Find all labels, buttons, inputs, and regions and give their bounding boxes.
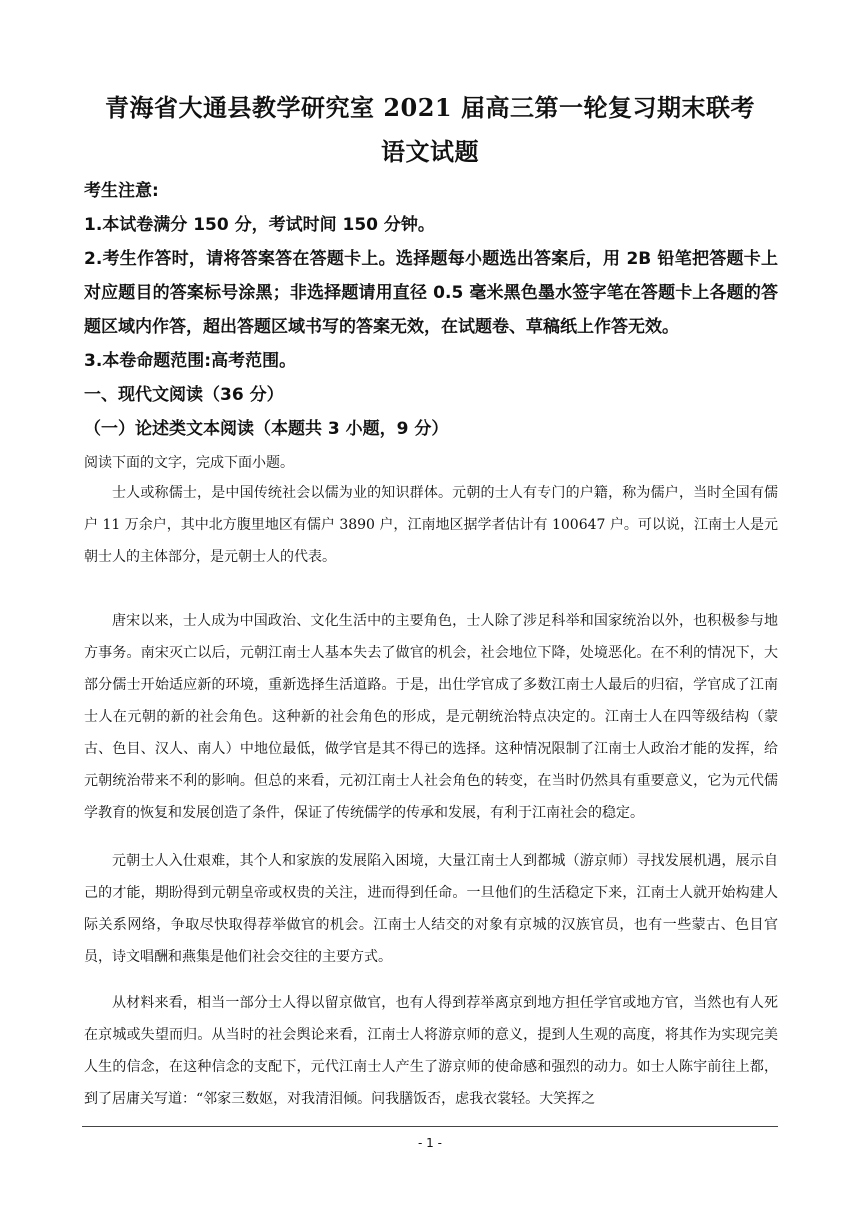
notice-item-2: 2.考生作答时，请将答案答在答题卡上。选择题每小题选出答案后，用 2B 铅笔把答题卡上对应题目的答案标号涂黑；非选择题请用直径 0.5 毫米黑色墨水签字笔在答题卡上各题的答题区域内作答，超出答题区域书写的答案无效，在试题卷、草稿纸上作答无效。 — [84, 249, 778, 337]
page-title: 青海省大通县教学研究室 2021 届高三第一轮复习期末联考 — [104, 93, 755, 122]
notice-heading: 考生注意: — [84, 181, 159, 201]
footer-divider — [82, 1126, 778, 1127]
passage-paragraph-2: 唐宋以来，士人成为中国政治、文化生活中的主要角色，士人除了涉足科举和国家统治以外，也积极参与地方事务。南宋灭亡以后，元朝江南士人基本失去了做官的机会，社会地位下降，处境恶化。在不利的情况下，大部分儒士开始适应新的环境，重新选择生活道路。于是，出仕学官成了多数江南士人最后的归宿，学官成了江南士人在元朝的新的社会角色。这种新的社会角色的形成，是元朝统治特点决定的。江南士人在四等级结构（蒙古、色目、汉人、南人）中地位最低，做学官是其不得已的选择。这种情况限制了江南士人政治才能的发挥，给元朝统治带来不利的影响。但总的来看，元初江南士人社会角色的转变，在当时仍然具有重要意义，它为元代儒学教育的恢复和发展创造了条件，保证了传统儒学的传承和发展，有利于江南社会的稳定。 — [84, 613, 778, 821]
notice-item-3: 3.本卷命题范围:高考范围。 — [84, 351, 297, 371]
page-subtitle: 语文试题 — [381, 137, 479, 166]
reading-instruction: 阅读下面的文字，完成下面小题。 — [84, 455, 294, 471]
passage-paragraph-1: 士人或称儒士，是中国传统社会以儒为业的知识群体。元朝的士人有专门的户籍，称为儒户，当时全国有儒户 11 万余户，其中北方腹里地区有儒户 3890 户，江南地区据学者估计有 100647 户。可以说，江南士人是元朝士人的主体部分，是元朝士人的代表。 — [84, 485, 778, 565]
section-subtitle: （一）论述类文本阅读（本题共 3 小题，9 分） — [84, 419, 449, 439]
notice-item-1: 1.本试卷满分 150 分，考试时间 150 分钟。 — [84, 215, 435, 235]
passage-paragraph-3: 元朝士人入仕艰难，其个人和家族的发展陷入困境，大量江南士人到都城（游京师）寻找发展机遇，展示自己的才能，期盼得到元朝皇帝或权贵的关注，进而得到任命。一旦他们的生活稳定下来，江南士人就开始构建人际关系网络，争取尽快取得荐举做官的机会。江南士人结交的对象有京城的汉族官员，也有一些蒙古、色目官员，诗文唱酬和燕集是他们社会交往的主要方式。 — [84, 853, 778, 965]
page-number: - 1 - — [418, 1136, 442, 1150]
passage-paragraph-4: 从材料来看，相当一部分士人得以留京做官，也有人得到荐举离京到地方担任学官或地方官，当然也有人死在京城或失望而归。从当时的社会舆论来看，江南士人将游京师的意义，提到人生观的高度，将其作为实现完美人生的信念，在这种信念的支配下，元代江南士人产生了游京师的使命感和强烈的动力。如士人陈宇前往上都，到了居庸关写道：“邻家三数妪，对我清泪倾。问我膳饭否，虑我衣裳轻。大笑挥之 — [84, 995, 778, 1107]
section-title: 一、现代文阅读（36 分） — [84, 385, 284, 405]
